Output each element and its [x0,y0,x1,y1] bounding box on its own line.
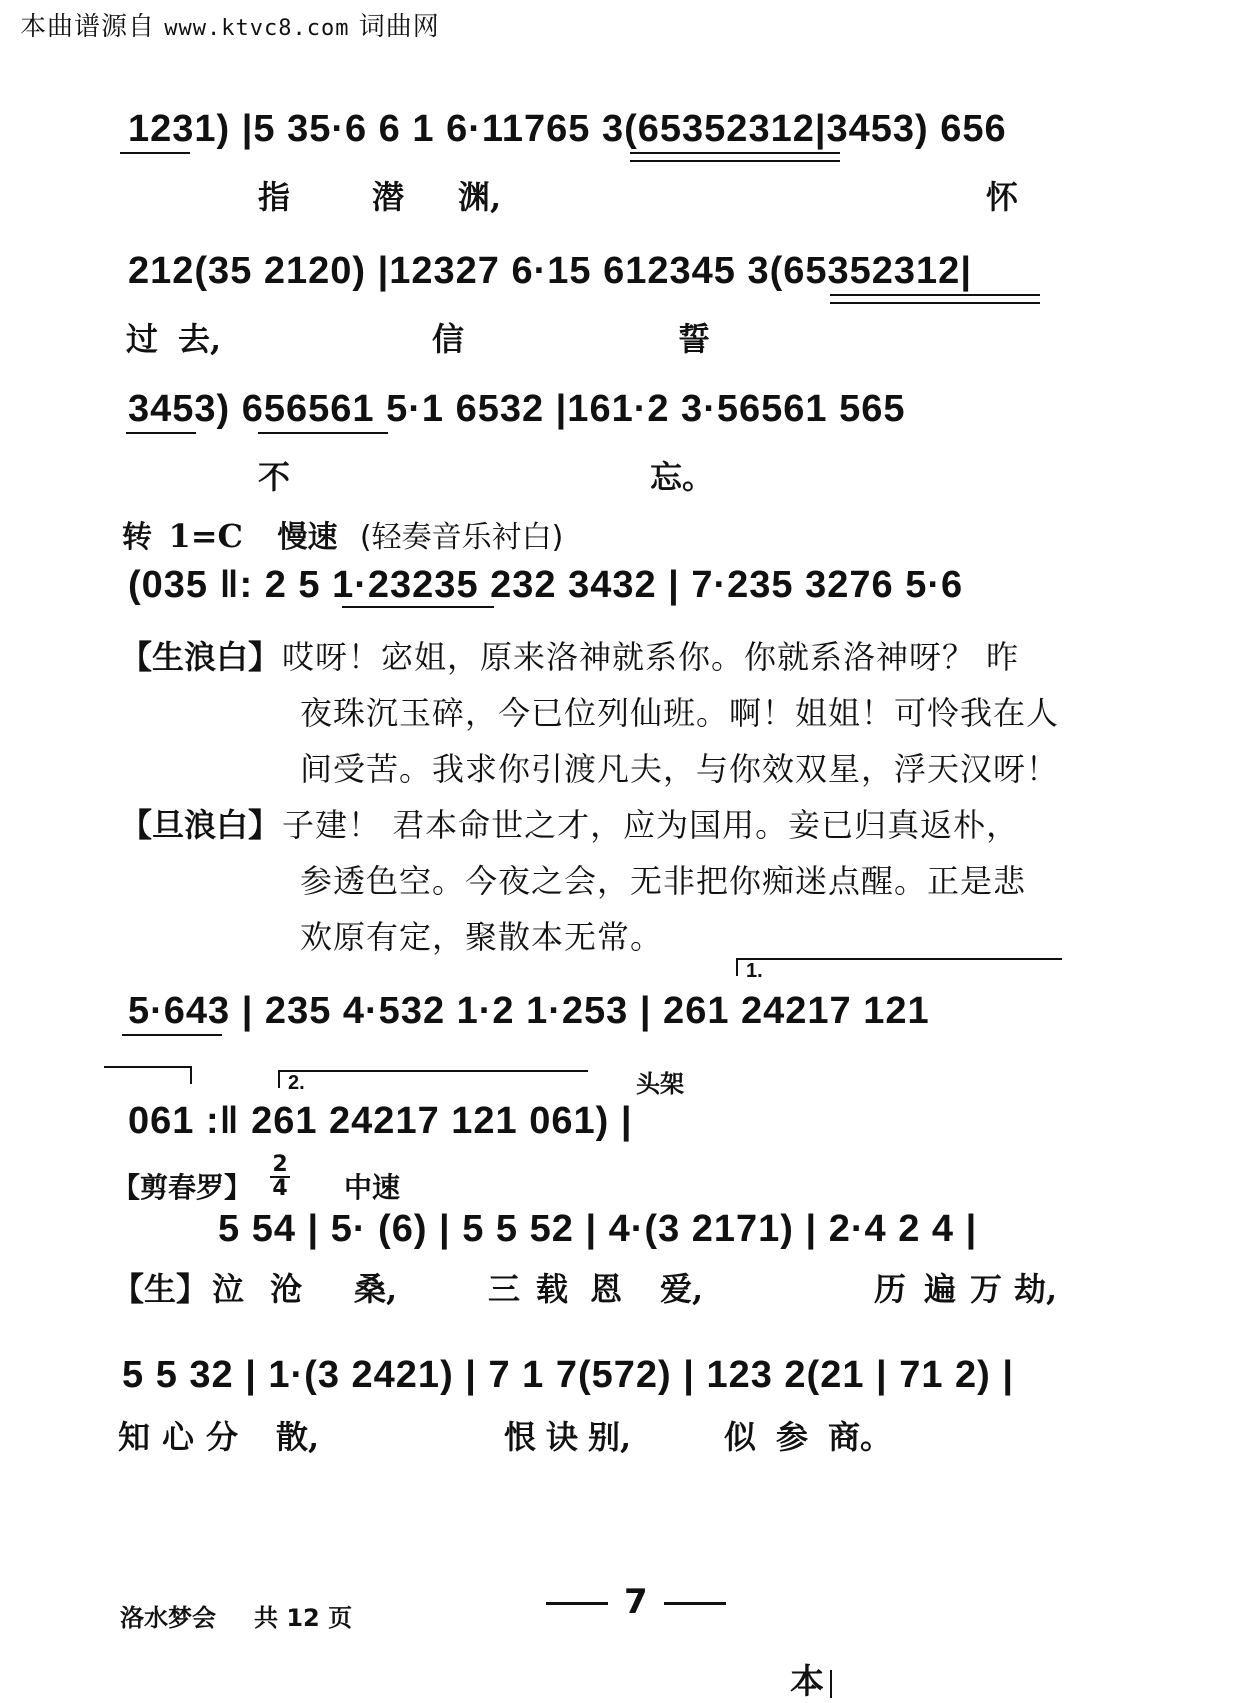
underline [258,432,388,434]
notation-row-7: 5 54 | 5· (6) | 5 5 52 | 4·(3 2171) | 2·4 2 4 | [218,1208,978,1250]
ending-bracket-1-end [104,1066,192,1068]
underline [342,606,494,608]
dialogue-line: 间受苦。我求你引渡凡夫，与你效双星，浮天汉呀！ [300,750,1060,788]
lyric: 爱, [660,1270,704,1308]
lyric: 三 [488,1270,521,1308]
lyric: 别, [588,1418,632,1456]
next-page-mark-text: 本 [790,1662,824,1702]
tempo-marking-2: 中速 [344,1171,401,1204]
notation-row-1: 1231) |5 35·6 6 1 6·11765 3(65352312|3453) 656 [128,108,1007,150]
lyric: 渊, [458,178,502,216]
time-signature [270,1154,290,1200]
lyric: 去, [178,320,222,358]
lyric: 万 [970,1270,1003,1308]
lyrics-row-3 [0,452,1240,496]
dialogue-line: 夜珠沉玉碎，今已位列仙班。啊！姐姐！可怜我在人 [300,694,1060,732]
time-signature-bottom: 4 [272,1176,288,1201]
ending-1-label: 1. [746,960,763,982]
performance-note: (轻奏音乐衬白) [359,520,564,555]
next-page-mark [790,1654,832,1703]
page-number-dash-left [546,1602,608,1605]
footer-page-count: 共 12 页 [254,1604,353,1632]
lyrics-row-7 [0,1264,1240,1308]
lyric: 遍 [924,1270,957,1308]
lyrics-row-1 [0,172,1240,216]
ending-bracket-1-tick [736,958,738,976]
ending-bracket-1 [736,958,1062,960]
lyric: 载 [536,1270,569,1308]
notation-row-6: 061 :‖ 261 24217 121 061) | [128,1100,633,1142]
lyric: 怀 [986,178,1019,216]
key-change-prefix: 转 [122,520,152,555]
lyric: 分 [206,1418,239,1456]
underline [126,432,196,434]
lyric: 知 [118,1418,151,1456]
underline [120,152,190,154]
notation-row-2: 212(35 2120) |12327 6·15 612345 3(65352312| [128,250,972,292]
lyric: 心 [162,1418,195,1456]
lyrics-row-8 [0,1412,1240,1456]
watermark-suffix: 词曲网 [358,12,440,42]
watermark-site-name: 本曲谱源自 [20,12,156,42]
watermark-url[interactable]: www.ktvc8.com [164,16,350,41]
key-signature: 1=C [168,517,243,555]
lyric: 历 [874,1270,907,1308]
underline [630,152,840,154]
underline [830,294,1040,296]
underline [630,160,840,162]
time-signature-top: 2 [272,1152,288,1177]
section-name: 【剪春罗】 [112,1171,253,1204]
lyric: 誓 [678,320,711,358]
lyric: 桑, [354,1270,398,1308]
page-number [530,1582,742,1622]
dialogue-line: 欢原有定，聚散本无常。 [300,918,664,956]
ending-bracket-2 [278,1070,588,1072]
annotation-tou-jia: 头架 [636,1070,684,1098]
lyric: 指 [258,178,291,216]
lyric: 商。 [828,1418,893,1456]
lyric: 似 [724,1418,757,1456]
lyric: 劫, [1014,1270,1058,1308]
notation-row-3: 3453) 656561 5·1 6532 |161·2 3·56561 565 [128,388,906,430]
lyric: 诀 [546,1418,579,1456]
ending-bracket-1-end-tick [190,1066,192,1084]
dialogue-line: 哎呀！宓姐，原来洛神就系你。你就系洛神呀？ 昨 [282,638,1020,676]
notation-row-4: (035 ‖: 2 5 1·23235 232 3432 | 7·235 3276 5·6 [128,564,964,606]
lyric: 过 [126,320,159,358]
key-change [122,512,563,556]
ending-2-label: 2. [288,1072,305,1094]
lyric: 忘。 [650,458,715,496]
ending-bracket-2-tick [278,1070,280,1088]
lyric: 沧 [270,1270,303,1308]
notation-row-8: 5 5 32 | 1·(3 2421) | 7 1 7(572) | 123 2(21 | 71 2) | [122,1354,1015,1396]
tempo-marking: 慢速 [277,520,338,555]
next-page-mark-bar [830,1670,832,1698]
footer-title: 洛水梦会 [120,1604,216,1632]
page-number-value: 7 [624,1582,648,1622]
underline [122,1034,222,1036]
lyric: 泣 [212,1270,245,1308]
watermark [20,6,440,43]
speaker-label: 【生】 [112,1270,209,1308]
speaker-label: 【旦浪白】 [120,806,281,844]
lyric: 参 [776,1418,809,1456]
page-number-dash-right [664,1602,726,1605]
lyric: 信 [432,320,465,358]
lyrics-row-2 [0,314,1240,358]
lyric: 不 [258,458,291,496]
dialogue-line: 参透色空。今夜之会，无非把你痴迷点醒。正是悲 [300,862,1027,900]
speaker-label: 【生浪白】 [120,638,281,676]
lyric: 散, [276,1418,320,1456]
lyric: 恩 [590,1270,623,1308]
dialogue-line: 子建！ 君本命世之才，应为国用。妾已归真返朴， [282,806,1020,844]
underline [830,302,1040,304]
lyric: 恨 [504,1418,537,1456]
lyric: 潜 [372,178,405,216]
notation-row-5: 5·643 | 235 4·532 1·2 1·253 | 261 24217 121 [128,990,930,1032]
